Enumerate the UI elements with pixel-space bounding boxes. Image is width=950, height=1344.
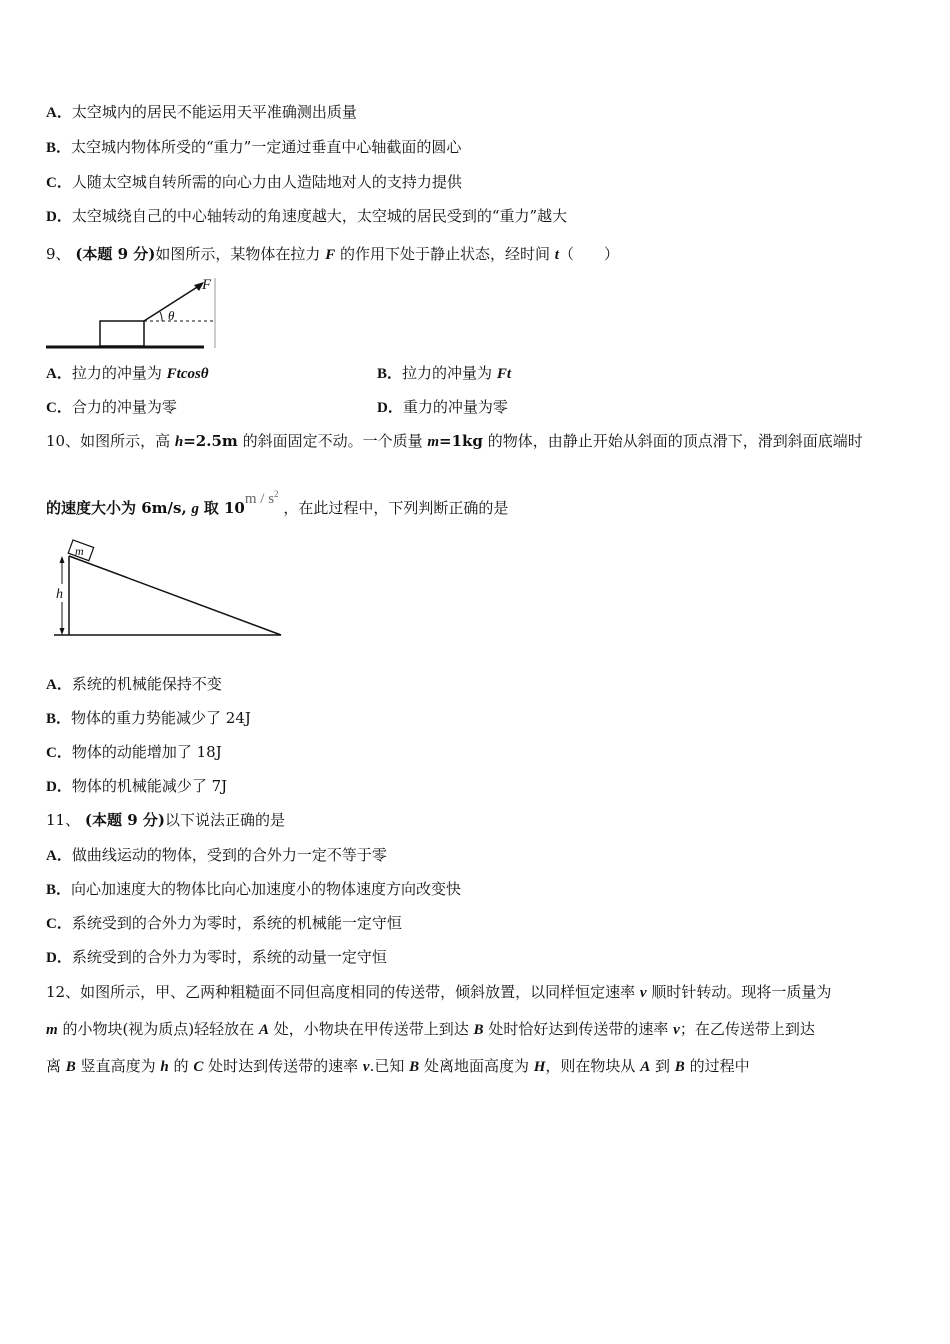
q9-option-b: [377, 363, 511, 384]
option-text: 太空城内物体所受的“重力”一定通过垂直中心轴截面的圆心: [71, 138, 462, 156]
option-label: B．: [46, 711, 72, 727]
q10-option-d: [46, 776, 227, 797]
option-label: D．: [46, 950, 72, 966]
var-h: h: [174, 434, 184, 450]
q8-option-d: [46, 206, 567, 227]
dim-arrow-bottom: [60, 628, 65, 635]
q9-stem: [46, 244, 619, 265]
stem-text: .已知: [369, 1057, 405, 1075]
option-text: 系统受到的合外力为零时，系统的动量一定守恒: [71, 948, 387, 966]
angle-label: θ: [168, 308, 175, 323]
block: [100, 321, 144, 346]
angle-arc: [160, 312, 162, 321]
unit-text: [245, 491, 279, 507]
var-B: B: [65, 1059, 76, 1075]
q12-stem-line1: [46, 982, 831, 1003]
question-number: 12、: [46, 983, 81, 1001]
stem-text: 的作用下处于静止状态，经时间: [340, 245, 551, 263]
stem-text: 如图所示，甲、乙两种粗糙面不同但高度相同的传送带，倾斜放置，以同样恒定速率: [80, 983, 636, 1001]
q8-option-a: [46, 102, 357, 123]
q9-option-d: [377, 397, 508, 418]
q10-option-a: [46, 674, 222, 695]
q11-option-a: [46, 845, 387, 866]
option-label: B．: [46, 882, 72, 898]
option-label: A．: [46, 105, 72, 121]
question-number: 11、: [46, 811, 81, 829]
var-t: t: [554, 247, 559, 263]
stem-text: 顺时针转动。现将一质量为: [651, 983, 832, 1001]
option-text: 太空城内的居民不能运用天平准确测出质量: [71, 103, 357, 121]
var-v: v: [673, 1022, 680, 1038]
option-label: C．: [46, 175, 72, 191]
dim-arrow-top: [60, 556, 65, 563]
stem-text: 取 10: [203, 499, 245, 517]
option-text: 物体的重力势能减少了 24J: [71, 709, 251, 727]
q10-stem-line2: [46, 489, 509, 519]
option-label: A．: [46, 677, 72, 693]
stem-text: 的过程中: [689, 1057, 750, 1075]
var-A: A: [640, 1059, 651, 1075]
q9-option-a: [46, 363, 209, 384]
stem-text: 竖直高度为: [80, 1057, 156, 1075]
q11-stem: [46, 810, 285, 830]
option-text: 太空城绕自己的中心轴转动的角速度越大，太空城的居民受到的“重力”越大: [71, 207, 568, 225]
stem-text: 离: [46, 1057, 62, 1075]
option-label: A．: [46, 366, 72, 382]
incline-slope: [69, 556, 281, 635]
var-v: v: [639, 985, 647, 1001]
option-label: C．: [46, 400, 72, 416]
q8-option-c: [46, 172, 462, 193]
q10-option-b: [46, 708, 251, 729]
question-number: 9、: [46, 245, 71, 263]
option-text: 系统的机械能保持不变: [71, 675, 222, 693]
option-text: 合力的冲量为零: [71, 398, 177, 416]
stem-text: 处时恰好达到传送带的速率: [488, 1020, 669, 1038]
stem-text: 的速度大小为 6m/s,: [46, 499, 187, 517]
var-F: F: [325, 247, 336, 263]
stem-text: ，在此过程中，下列判断正确的是: [283, 499, 509, 517]
stem-text: 到: [655, 1057, 671, 1075]
var-B: B: [674, 1059, 685, 1075]
option-text: 做曲线运动的物体，受到的合外力一定不等于零: [71, 846, 387, 864]
option-label: B．: [377, 366, 403, 382]
q12-stem-line3: [46, 1056, 750, 1077]
var-v: v: [362, 1059, 370, 1075]
stem-text: 的: [173, 1057, 189, 1075]
stem-text: 处，小物块在甲传送带上到达: [273, 1020, 469, 1038]
var-g: g: [191, 501, 199, 517]
var-B: B: [473, 1022, 484, 1038]
option-label: C．: [46, 745, 72, 761]
height-label: h: [56, 587, 63, 602]
option-label: C．: [46, 916, 72, 932]
stem-text: 处离地面高度为: [423, 1057, 529, 1075]
option-text: 系统受到的合外力为零时，系统的机械能一定守恒: [71, 914, 402, 932]
option-text: 物体的机械能减少了 7J: [71, 777, 228, 795]
stem-text: 如图所示，某物体在拉力: [155, 245, 321, 263]
var-m: m: [427, 434, 440, 450]
q8-option-b: [46, 137, 461, 158]
q9-option-c: [46, 397, 177, 418]
option-label: D．: [46, 209, 72, 225]
q10-option-c: [46, 742, 222, 763]
stem-text: ；在乙传送带上到达: [679, 1020, 815, 1038]
q10-stem-line1: [46, 431, 863, 452]
answer-paren: （ ）: [558, 245, 619, 263]
stem-text: ，则在物块从: [545, 1057, 636, 1075]
stem-text: 的物体，由静止开始从斜面的顶点滑下，滑到斜面底端时: [487, 432, 863, 450]
option-text: 拉力的冲量为: [402, 364, 493, 382]
option-label: B．: [46, 140, 72, 156]
option-label: A．: [46, 848, 72, 864]
score-note: (本题 9 分): [75, 245, 156, 263]
q11-option-c: [46, 913, 402, 934]
option-expression: Ft: [496, 366, 511, 382]
stem-text: 以下说法正确的是: [164, 811, 285, 829]
q12-stem-line2: [46, 1019, 815, 1040]
stem-text: 的斜面固定不动。一个质量: [242, 432, 423, 450]
var-m: m: [46, 1022, 58, 1038]
q11-option-b: [46, 879, 461, 900]
option-text: 拉力的冲量为: [71, 364, 162, 382]
var-C: C: [193, 1059, 204, 1075]
var-H: H: [533, 1059, 546, 1075]
value-h: =2.5m: [183, 432, 238, 450]
q10-figure: [50, 540, 290, 640]
option-expression: Ftcosθ: [166, 366, 209, 382]
value-m: =1kg: [439, 432, 483, 450]
stem-text: 如图所示，高: [80, 432, 171, 450]
option-label: D．: [46, 779, 72, 795]
var-h: h: [160, 1059, 169, 1075]
option-text: 向心加速度大的物体比向心加速度小的物体速度方向改变快: [71, 880, 462, 898]
force-label: F: [202, 277, 212, 293]
var-B: B: [409, 1059, 420, 1075]
option-label: D．: [377, 400, 403, 416]
stem-text: 的小物块(视为质点)轻轻放在: [62, 1020, 255, 1038]
block-label: m: [75, 544, 84, 558]
unit-base: m / s: [244, 491, 275, 507]
unit-exponent: 2: [274, 489, 279, 499]
option-text: 重力的冲量为零: [402, 398, 508, 416]
option-text: 物体的动能增加了 18J: [71, 743, 222, 761]
q9-figure: [44, 274, 224, 352]
var-A: A: [258, 1022, 269, 1038]
q11-option-d: [46, 947, 387, 968]
question-number: 10、: [46, 432, 81, 450]
option-text: 人随太空城自转所需的向心力由人造陆地对人的支持力提供: [71, 173, 462, 191]
score-note: (本题 9 分): [84, 811, 165, 829]
stem-text: 处时达到传送带的速率: [208, 1057, 359, 1075]
